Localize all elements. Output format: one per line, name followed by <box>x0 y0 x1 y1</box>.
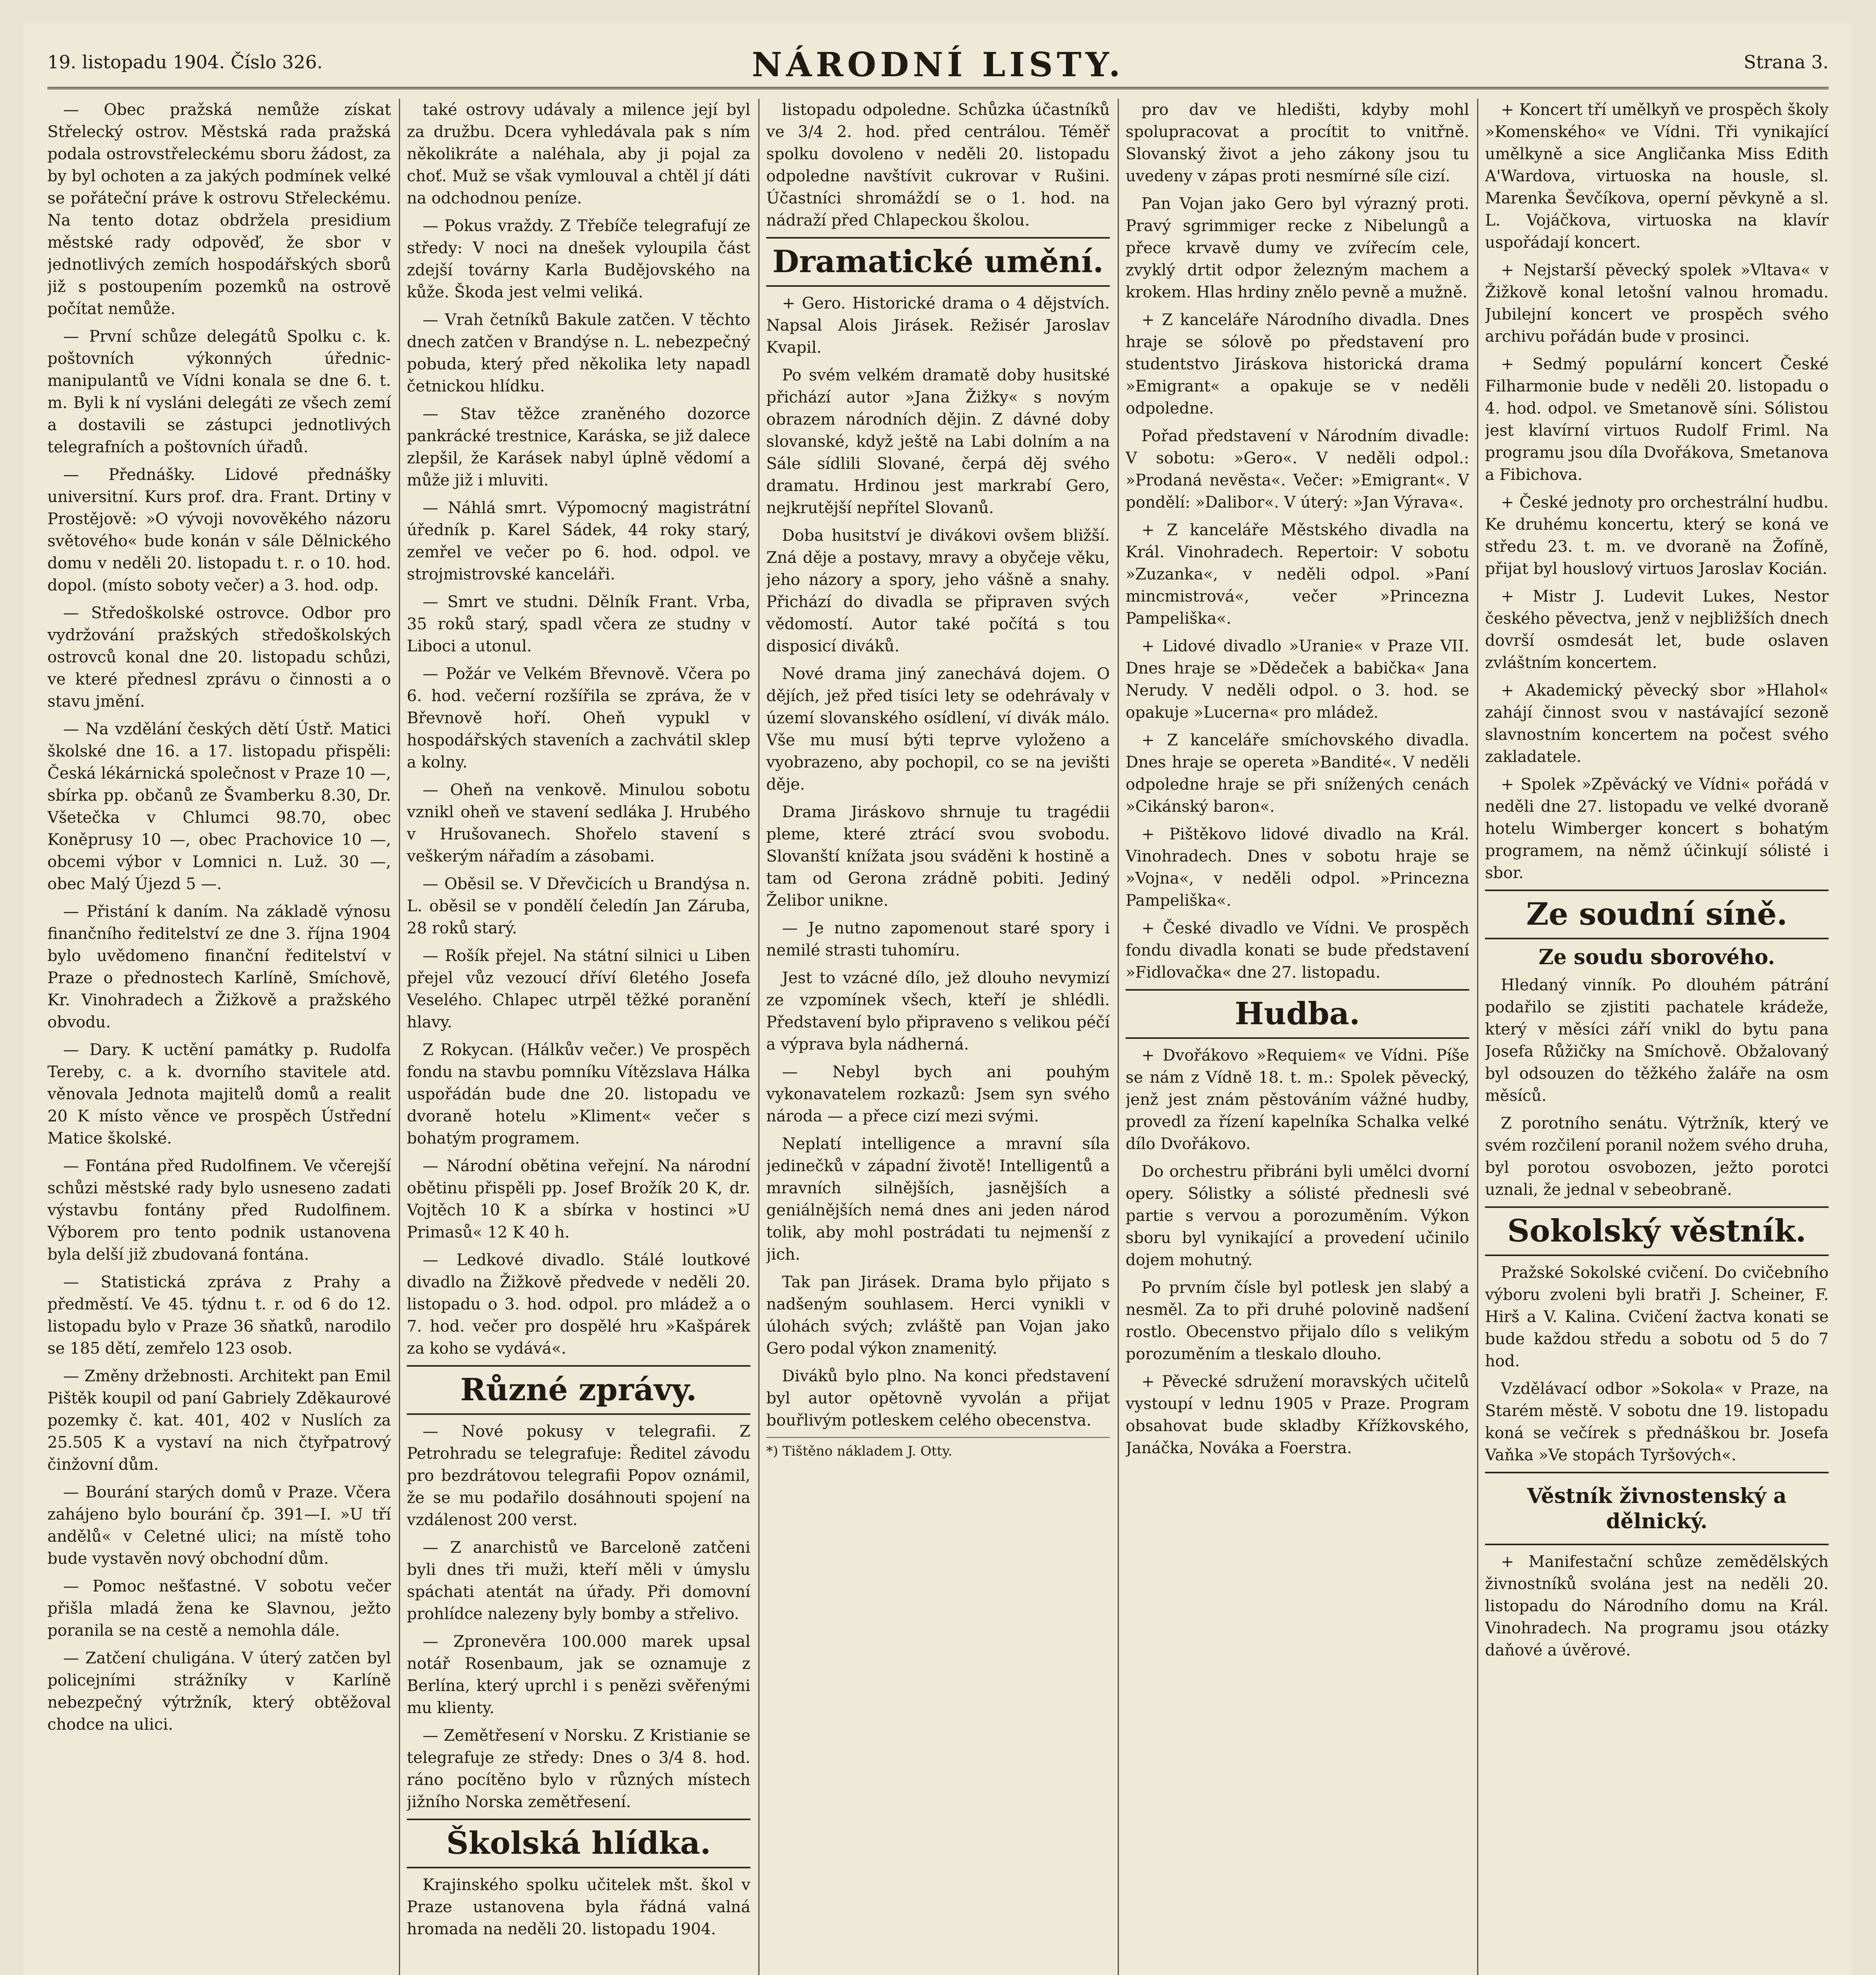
article: Nové drama jiný zanechává dojem. O dějích, jež před tisíci lety se odehrávaly v území slovanského osídlení, ví divák málo. Vše mu musí býti teprve vyloženo a vyobrazeno, aby pochopil, co se na jevišti děje. <box>766 665 1110 794</box>
column-rule <box>758 99 759 1975</box>
article: také ostrovy udávaly a milence její byl za družbu. Dcera vyhledávala pak s ním několikráte a naléhala, aby ji pojal za choť. Muž se však vymlouval a chtěl jí dáti na odchodnou peníze. <box>407 101 750 207</box>
article: + Sedmý populární koncert České Filharmonie bude v neděli 20. listopadu o 4. hod. odpol. ve Smetanově síni. Sólistou jest klavírní virtuos Rudolf Friml. Na programu jsou díla Dvořákova, Smetanova a Fibichova. <box>1485 355 1829 484</box>
article: — Je nutno zapomenout staré spory i nemilé strasti tuhomíru. <box>766 919 1110 959</box>
article: — Zemětřesení v Norsku. Z Kristianie se telegrafuje ze středy: Dnes o 3/4 8. hod. ráno pocítěno bylo v různých místech jižního Norska zemětřesení. <box>407 1727 750 1811</box>
column-rule <box>1118 99 1119 1975</box>
article: Pořad představení v Národním divadle: V sobotu: »Gero«. V neděli odpol.: »Prodaná nevěsta«. Večer: »Emigrant«. V pondělí: »Dalibor«. V úterý: »Jan Výrava«. <box>1126 427 1469 512</box>
article: + Gero. Historické drama o 4 dějstvích. Napsal Alois Jirásek. Režisér Jaroslav Kvapil. <box>766 294 1110 357</box>
article: + Manifestační schůze zemědělských živnostníků svolána jest na neděli 20. listopadu do Národního domu na Král. Vinohradech. Na programu jsou otázky daňové a úvěrové. <box>1485 1553 1829 1659</box>
section-heading: Věstník živnostenský a dělnický. <box>1527 1484 1787 1533</box>
newspaper-title: NÁRODNÍ LISTY. <box>752 45 1124 84</box>
section-header-box <box>1485 1472 1829 1545</box>
article: Tak pan Jirásek. Drama bylo přijato s nadšeným souhlasem. Herci vynikli v úlohách svých; zvláště pan Vojan jako Gero podal výkon znamenitý. <box>766 1273 1110 1358</box>
article: — Změny držebnosti. Architekt pan Emil Pištěk koupil od paní Gabriely Zděkaurové pozemky č. kat. 401, 402 v Nuslích za 25.505 K a vystaví na nich čtyřpatrový činžovní dům. <box>47 1367 391 1474</box>
article: Doba husitství je divákovi ovšem bližší. Zná děje a postavy, mravy a obyčeje věku, jeho názory a spory, jeho vášně a snahy. Přichází do divadla se připraven svých vědomostí. Autor také počítá s tou disposicí diváků. <box>766 527 1110 655</box>
section-heading: Hudba. <box>1235 996 1360 1032</box>
article: — Zpronevěra 100.000 marek upsal notář Rosenbaum, jak se oznamuje z Berlína, který uprchl i s penězi svěřenými mu klienty. <box>407 1633 750 1717</box>
section-heading: Ze soudní síně. <box>1526 896 1788 932</box>
masthead <box>47 40 1829 89</box>
article: Pražské Sokolské cvičení. Do cvičebního výboru zvoleni byli bratři J. Scheiner, F. Hirš a V. Kalina. Cvičení žactva konati se bude každou středu a sobotu od 5 do 7 hod. <box>1485 1264 1829 1370</box>
article: Vzdělávací odbor »Sokola« v Praze, na Starém městě. V sobotu dne 19. listopadu koná se večírek s přednáškou br. Josefa Vaňka »Ve stopách Tyršových«. <box>1485 1380 1829 1464</box>
article: Do orchestru přibráni byli umělci dvorní opery. Sólistky a sólisté přednesli své partie s vervou a porozuměním. Výkon sboru byl vynikající a provedení učinilo dojem mohutný. <box>1126 1162 1469 1269</box>
article: + Spolek »Zpěvácký ve Vídni« pořádá v neděli dne 27. listopadu ve velké dvoraně hotelu Wimberger koncert s bohatým programem, na němž účinkují sólisté i sbor. <box>1485 775 1829 882</box>
article: — Z anarchistů ve Barceloně zatčeni byli dnes tři muži, kteří měli v úmyslu spáchati atentát na úřady. Při domovní prohlídce nalezeny byly bomby a střelivo. <box>407 1539 750 1623</box>
column-3 <box>766 99 1110 1975</box>
article: — Přednášky. Lidové přednášky universitní. Kurs prof. dra. Frant. Drtiny v Prostějově: »O vývoji novověkého názoru světového« bude konán v sále Dělnického domu v neděli 20. listopadu t. r. o 10. hod. dopol. (místo soboty večer) a 3. hod. odp. <box>47 466 391 594</box>
article: — Nebyl bych ani pouhým vykonavatelem rozkazů: Jsem syn svého národa — a přece cizí mezi svými. <box>766 1063 1110 1125</box>
article: + Mistr J. Ludevit Lukes, Nestor českého pěvectva, jenž v nejbližších dnech dovrší osmdesát let, bude oslaven zvláštním koncertem. <box>1485 587 1829 672</box>
article: — Náhlá smrt. Výpomocný magistrátní úředník p. Karel Sádek, 44 roky starý, zemřel ve večer po 6. hod. odpol. ve strojmistrovské kanceláři. <box>407 499 750 583</box>
article: + Nejstarší pěvecký spolek »Vltava« v Žižkově konal letošní valnou hromadu. Jubilejní koncert ve prospěch svého archivu pořádán bude v prosinci. <box>1485 261 1829 346</box>
article: + Z kanceláře Národního divadla. Dnes hraje se sólově po představení pro studentstvo Jiráskova historická drama »Emigrant« a opakuje se v neděli odpoledne. <box>1126 311 1469 418</box>
article: — Smrt ve studni. Dělník Frant. Vrba, 35 roků starý, spadl včera ze studny v Liboci a utonul. <box>407 593 750 655</box>
article: + Koncert tří umělkyň ve prospěch školy »Komenského« ve Vídni. Tři vynikající umělkyně a sice Angličanka Miss Edith A'Wardova, virtuoska na housle, sl. Marenka Ševčíkova, operní pěvkyně a sl. L. Vojáčkova, virtuoska na klavír uspořádají koncert. <box>1485 101 1829 252</box>
page-number: Strana 3. <box>1744 51 1829 73</box>
article: — Středoškolské ostrovce. Odbor pro vydržování pražských středoškolských ostrovců konal dne 20. listopadu schůzi, ve které přednesl zprávu o činnosti a o stavu jmění. <box>47 604 391 711</box>
article: + Z kanceláře smíchovského divadla. Dnes hraje se opereta »Bandité«. V neděli odpoledne hraje se při snížených cenách »Cikánský baron«. <box>1126 731 1469 816</box>
article: — Obec pražská nemůže získat Střelecký ostrov. Městská rada pražská podala ostrovstřeleckému sboru žádost, za by byl ochoten a za jakých podmínek velké se pořáteční práve k ostrovu Střeleckému. Na tento dotaz obdržela presidium městské rady odpověď, že sbor v jednotlivých zemích hospodářských sborů již s postoupením pozemků na ostrově počítat nemůže. <box>47 101 391 318</box>
footnote: *) Tištěno nákladem J. Otty. <box>766 1437 1110 1461</box>
section-heading: Dramatické umění. <box>772 244 1104 280</box>
article: — Požár ve Velkém Břevnově. Včera po 6. hod. večerní rozšířila se zpráva, že v Břevnově hoří. Oheň vypukl v hospodářských staveních a zachvátil sklep a kolny. <box>407 665 750 771</box>
article: — Pomoc nešťastné. V sobotu večer přišla mladá žena ke Slavnou, ježto poranila se na cestě a nemohla dále. <box>47 1577 391 1640</box>
article: — Oběsil se. V Dřevčicích u Brandýsa n. L. oběsil se v pondělí čeledín Jan Záruba, 28 roků starý. <box>407 875 750 937</box>
article: + Z kanceláře Městského divadla na Král. Vinohradech. Repertoir: V sobotu »Zuzanka«, v neděli odpol. »Paní mincmistrová«, večer »Princezna Pampeliška«. <box>1126 521 1469 628</box>
article: Z porotního senátu. Výtržník, který ve svém rozčilení poranil nožem svého druha, byl porotou osvobozen, ježto porotci uznali, že jednal v sebeobraně. <box>1485 1114 1829 1199</box>
section-heading: Sokolský věstník. <box>1507 1213 1806 1249</box>
article: Z Rokycan. (Hálkův večer.) Ve prospěch fondu na stavbu pomníku Vítězslava Hálka uspořádán bude dne 20. listopadu ve dvoraně hotelu »Kliment« večer s bohatým programem. <box>407 1041 750 1147</box>
article: pro dav ve hledišti, kdyby mohl spolupracovat a procítit to vnitřně. Slovanský život a jeho zákony jsou tu uvedeny v zápas proti nesmírné síle cizí. <box>1126 101 1469 185</box>
article: + Akademický pěvecký sbor »Hlahol« zahájí činnost svou v nastávající sezoně slavnostním koncertem na počest svého zakladatele. <box>1485 681 1829 766</box>
article: — První schůze delegátů Spolku c. k. poštovních výkonných úřednic-manipulantů ve Vídni konala se dne 6. t. m. Byli k ní vysláni delegáti ze všech zemí a dostavili se zástupci jednotlivých telegrafních a poštovních úřadů. <box>47 327 391 456</box>
article: — Bourání starých domů v Praze. Včera zahájeno bylo bourání čp. 391—I. »U tří andělů« v Celetné ulici; na místě toho bude vystavěn nový obchodní dům. <box>47 1483 391 1568</box>
article: Drama Jiráskovo shrnuje tu tragédii pleme, které ztrácí svou svobodu. Slovanští knížata jsou sváděni k hostině a tam od Gerona zrádně pobiti. Jediný Želibor unikne. <box>766 803 1110 910</box>
article: — Fontána před Rudolfinem. Ve včerejší schůzi městské rady bylo usneseno zadati výstavbu fontány před Rudolfinem. Výborem pro tento podnik ustanovena byla delší již zbudovaná fontána. <box>47 1157 391 1264</box>
issue-date: 19. listopadu 1904. Číslo 326. <box>47 51 323 73</box>
article: Jest to vzácné dílo, jež dlouho nevymizí ze vzpomínek všech, kteří je shlédli. Představení bylo připraveno s velikou péčí a výprava byla nádherná. <box>766 969 1110 1053</box>
section-header-box <box>407 1819 750 1868</box>
article: Krajinského spolku učitelek mšt. škol v Praze ustanovena byla řádná valná hromada na neděli 20. listopadu 1904. <box>407 1876 750 1938</box>
column-1 <box>47 99 391 1975</box>
article: — Statistická zpráva z Prahy a předměstí. Ve 45. týdnu t. r. od 6 do 12. listopadu bylo v Praze 36 sňatků, narodilo se 185 dětí, zemřelo 123 osob. <box>47 1273 391 1358</box>
article: — Oheň na venkově. Minulou sobotu vznikl oheň ve stavení sedláka J. Hrubého v Hrušovanech. Shořelo stavení s veškerým nářadím a zásobami. <box>407 781 750 865</box>
article: — Rošík přejel. Na státní silnici u Liben přejel vůz vezoucí dříví 6letého Josefa Veselého. Chlapec utrpěl těžké poranění hlavy. <box>407 947 750 1031</box>
article: + České jednoty pro orchestrální hudbu. Ke druhému koncertu, který se koná ve středu 23. t. m. ve dvoraně na Žofíně, přijat byl houslový virtuos Jaroslav Kocián. <box>1485 493 1829 578</box>
column-rule <box>399 99 400 1975</box>
column-2 <box>407 99 750 1975</box>
section-header-box <box>1126 989 1469 1039</box>
article: Po svém velkém dramatě doby husitské přichází autor »Jana Žižky« s novým obrazem národních dějin. Z dávné doby slovanské, když ještě na Labi dolním a na Sále sídlili Slované, čerpá děj svého dramatu. Hrdinou jest markrabí Gero, nejkrutější nepřítel Slovanů. <box>766 366 1110 517</box>
section-header-box <box>407 1365 750 1415</box>
article: + Lidové divadlo »Uranie« v Praze VII. Dnes hraje se »Dědeček a babička« Jana Nerudy. V neděli odpol. o 3. hod. se opakuje »Lucerna« pro mládež. <box>1126 637 1469 722</box>
article: Hledaný vinník. Po dlouhém pátrání podařilo se zjistiti pachatele krádeže, který v měsíci září vnikl do bytu pana Josefa Růžičky na Smíchově. Obžalovaný byl odsouzen do těžkého žaláře na osm měsíců. <box>1485 976 1829 1105</box>
column-rule <box>1477 99 1478 1975</box>
article: — Stav těžce zraněného dozorce pankrácké trestnice, Karáska, se již dalece zlepšil, že Karásek nabyl úplně vědomí a může již i mluviti. <box>407 405 750 489</box>
article: Neplatí intelligence a mravní síla jedinečků v západní životě! Intelligentů a mravních silnějších, jasnějších a geniálnějších nemá dnes ani jeden národ tolik, aby mohl postrádati tu nejmenší z jich. <box>766 1135 1110 1264</box>
subsection-heading: Ze soudu sborového. <box>1538 945 1775 969</box>
article: + Dvořákovo »Requiem« ve Vídni. Píše se nám z Vídně 18. t. m.: Spolek pěvecký, jenž jest znám pěstováním vážné hudby, provedl za řízení kapelníka Schalka velké dílo Dvořákovo. <box>1126 1046 1469 1153</box>
article: — Ledkové divadlo. Stálé loutkové divadlo na Žižkově předvede v neděli 20. listopadu o 3. hod. odpol. pro mládež a o 7. hod. večer pro dospělé hru »Kašpárek za koho se vydává«. <box>407 1251 750 1358</box>
article: + Pištěkovo lidové divadlo na Král. Vinohradech. Dnes v sobotu hraje se »Vojna«, v neděli odpol. »Princezna Pampeliška«. <box>1126 825 1469 910</box>
article: Pan Vojan jako Gero byl výrazný proti. Pravý sgrimmiger recke z Nibelungů a přece krvavě dumy ve zvířecím cele, zvyklý drtit odpor železným machem a krokem. Hlas hrdiny znělo pevně a mužně. <box>1126 195 1469 301</box>
section-header-box <box>1485 890 1829 939</box>
column-4 <box>1126 99 1469 1975</box>
article: — Zatčení chuligána. V úterý zatčen byl policejními strážníky v Karlíně nebezpečný výtržník, který obtěžoval chodce na ulici. <box>47 1649 391 1734</box>
section-heading: Školská hlídka. <box>446 1825 711 1861</box>
section-header-box <box>766 237 1110 287</box>
article: + České divadlo ve Vídni. Ve prospěch fondu divadla konati se bude představení »Fidlovačka« dne 27. listopadu. <box>1126 919 1469 982</box>
article: — Nové pokusy v telegrafii. Z Petrohradu se telegrafuje: Ředitel závodu pro bezdrátovou telegrafii Popov oznámil, že se mu podařilo dosáhnouti spojení na vzdálenost 200 verst. <box>407 1422 750 1529</box>
article: — Přistání k daním. Na základě výnosu finančního ředitelství ze dne 3. října 1904 bylo uvědomeno finanční ředitelství v Praze o přednostech Karlíně, Smíchově, Kr. Vinohradech a Žižkově a pražského obvodu. <box>47 903 391 1031</box>
newspaper-page <box>24 24 1852 1975</box>
article: — Národní obětina veřejní. Na národní obětinu přispěli pp. Josef Brožík 20 K, dr. Vojtěch 10 K a sbírka v hostinci »U Primasů« 12 K 40 h. <box>407 1157 750 1241</box>
article: — Dary. K uctění památky p. Rudolfa Tereby, c. a k. dvorního stavitele atd. věnovala Jednota majitelů domů a realit 20 K místo věnce ve prospěch Ústřední Matice školské. <box>47 1041 391 1147</box>
section-header-box <box>1485 1206 1829 1256</box>
article: Diváků bylo plno. Na konci představení byl autor opětovně vyvolán a přijat bouřlivým potleskem celého obecenstva. <box>766 1367 1110 1430</box>
article: — Vrah četníků Bakule zatčen. V těchto dnech zatčen v Brandýse n. L. nebezpečný pobuda, který před několika lety napadl četnickou hlídku. <box>407 311 750 395</box>
article: listopadu odpoledne. Schůzka účastníků ve 3/4 2. hod. před centrálou. Téměř spolku dovoleno v neděli 20. listopadu odpoledne navštívit cukrovar v Rušini. Účastníci shromáždí se o 1. hod. na nádraží před Chlapeckou školou. <box>766 101 1110 229</box>
article: + Pěvecké sdružení moravských učitelů vystoupí v lednu 1905 v Praze. Program obsahovat bude skladby Křížkovského, Janáčka, Nováka a Foerstra. <box>1126 1373 1469 1457</box>
article: — Na vzdělání českých dětí Ústř. Matici školské dne 16. a 17. listopadu přispěli: Česká lékárnická společnost v Praze 10 —, sbírka pp. občanů ze Švamberku 8.30, Dr. Všetečka v Chlumci 98.70, obec Koněprusy 10 —, obec Prachovice 10 —, obcemi výbor v Lomnici n. Luž. 30 —, obec Malý Újezd 5 —. <box>47 720 391 893</box>
article: Po prvním čísle byl potlesk jen slabý a nesměl. Za to při druhé polovině nadšení rostlo. Obecenstvo přijalo dílo s velikým porozuměním a tleskalo dlouho. <box>1126 1279 1469 1363</box>
section-heading: Různé zprávy. <box>460 1372 697 1408</box>
article: — Pokus vraždy. Z Třebíče telegrafují ze středy: V noci na dnešek vyloupila část zdejší továrny Karla Budějovského na kůže. Škoda jest velmi veliká. <box>407 217 750 301</box>
column-5 <box>1485 99 1829 1975</box>
